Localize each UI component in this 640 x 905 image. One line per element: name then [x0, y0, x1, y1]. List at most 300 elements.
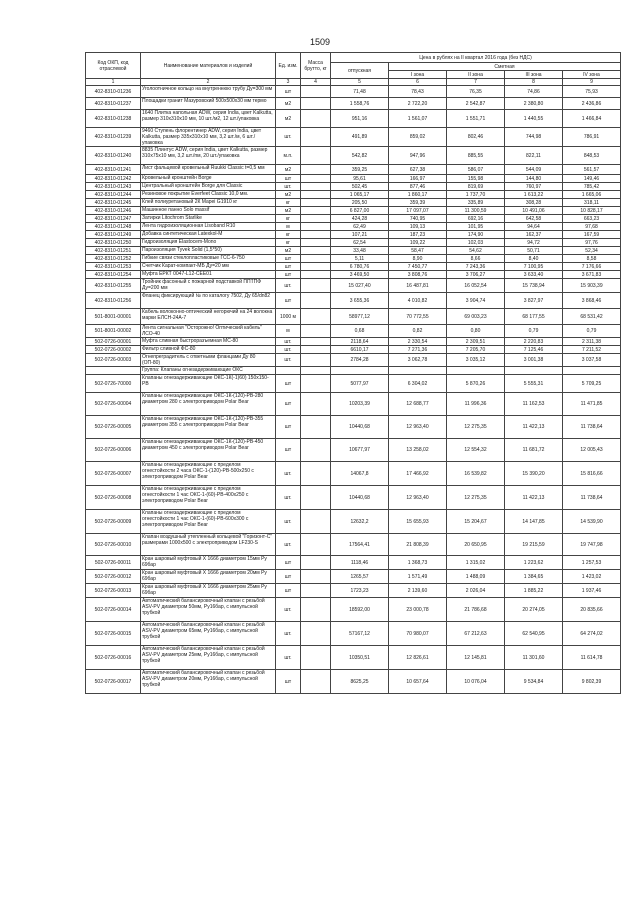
price-zone-3: 15 738,94 — [505, 279, 563, 293]
price-zone-4: 5 709,25 — [563, 375, 621, 393]
price-otpusknaya: 6 827,00 — [331, 207, 389, 215]
price-zone-4: 1 257,53 — [563, 556, 621, 570]
table-row — [86, 239, 621, 247]
item-mass — [301, 570, 331, 584]
item-mass — [301, 367, 331, 375]
column-number: 4 — [301, 79, 331, 86]
price-zone-2: 1 315,02 — [447, 556, 505, 570]
table-row — [86, 215, 621, 223]
price-zone-4: 52,34 — [563, 247, 621, 255]
item-mass — [301, 462, 331, 486]
item-name: Лента сигнальная "Осторожно! Оптический кабель" ЛСО-40 — [141, 325, 276, 338]
item-unit: шт. — [276, 534, 301, 556]
table-row — [86, 556, 621, 570]
price-zone-1: 877,46 — [389, 183, 447, 191]
price-zone-3: 3 001,38 — [505, 354, 563, 367]
item-unit — [276, 367, 301, 375]
item-mass — [301, 271, 331, 279]
header-otpusknaya: отпускная — [331, 63, 389, 79]
table-row — [86, 338, 621, 346]
price-zone-3: 7 125,46 — [505, 346, 563, 354]
item-name: Клапаны огнезадерживающие ОКС-1К(-1)60) 150х150-РВ — [141, 375, 276, 393]
item-name: Клапаны огнезадерживающие с пределом огнестойкости 1 час ОКС-1-(60)-РВ-400х250 с электроприводом Polar Bear — [141, 486, 276, 510]
price-zone-3: 8,40 — [505, 255, 563, 263]
price-otpusknaya: 15 027,40 — [331, 279, 389, 293]
price-zone-1: 187,23 — [389, 231, 447, 239]
column-number: 8 — [505, 79, 563, 86]
price-zone-4 — [563, 367, 621, 375]
item-name: Кровельный кронштейн Borge — [141, 175, 276, 183]
item-unit: м2 — [276, 110, 301, 128]
table-row — [86, 223, 621, 231]
price-zone-1: 12 688,77 — [389, 393, 447, 416]
price-zone-3: 10 491,06 — [505, 207, 563, 215]
column-number: 5 — [331, 79, 389, 86]
price-zone-4: 1 665,06 — [563, 191, 621, 199]
price-zone-1: 4 010,82 — [389, 293, 447, 309]
item-code: 502-0726-00011 — [86, 556, 141, 570]
item-unit: шт — [276, 416, 301, 439]
price-zone-2: 2 542,87 — [447, 98, 505, 110]
price-table — [85, 52, 621, 694]
item-code: 502-0726-00013 — [86, 584, 141, 598]
price-zone-4: 1 423,02 — [563, 570, 621, 584]
column-number: 7 — [447, 79, 505, 86]
table-row — [86, 207, 621, 215]
price-zone-1: 0,82 — [389, 325, 447, 338]
table-row — [86, 462, 621, 486]
price-zone-4: 15 903,39 — [563, 279, 621, 293]
price-otpusknaya: 71,48 — [331, 86, 389, 98]
item-mass — [301, 199, 331, 207]
item-name: Муфта ЕРКТ 0047-L12-CEE01 — [141, 271, 276, 279]
item-mass — [301, 147, 331, 165]
item-mass — [301, 325, 331, 338]
price-zone-4: 848,53 — [563, 147, 621, 165]
price-zone-3: 11 422,13 — [505, 486, 563, 510]
item-code: 402-8310-01243 — [86, 183, 141, 191]
item-code: 502-0726-00015 — [86, 622, 141, 646]
item-unit: шт. — [276, 462, 301, 486]
price-otpusknaya: 12632,2 — [331, 510, 389, 534]
price-otpusknaya: 1 558,76 — [331, 98, 389, 110]
price-otpusknaya: 10203,39 — [331, 393, 389, 416]
price-zone-2: 819,69 — [447, 183, 505, 191]
item-name: Лист фальцевой кровельный Ruukki Classic t=0,5 мм — [141, 165, 276, 175]
price-otpusknaya: 1118,46 — [331, 556, 389, 570]
price-zone-3: 162,37 — [505, 231, 563, 239]
price-zone-4: 3 868,46 — [563, 293, 621, 309]
price-zone-1: 740,95 — [389, 215, 447, 223]
item-name: Огнепреградитель с ответными фланцами Ду 80 (ОП-80) — [141, 354, 276, 367]
price-zone-4: 15 816,66 — [563, 462, 621, 486]
item-mass — [301, 393, 331, 416]
price-zone-3: 5 555,31 — [505, 375, 563, 393]
item-code: 402-8310-01237 — [86, 98, 141, 110]
item-name: Лента гидроизоляционная Lisoband R10 — [141, 223, 276, 231]
item-code: 402-8310-01239 — [86, 128, 141, 147]
table-body — [86, 86, 621, 694]
item-name: Гидроизоляция Elastocem-Mono — [141, 239, 276, 247]
item-mass — [301, 338, 331, 346]
item-unit: кг — [276, 231, 301, 239]
table-row — [86, 255, 621, 263]
price-otpusknaya: 57167,12 — [331, 622, 389, 646]
table-row — [86, 439, 621, 462]
price-zone-1: 12 963,40 — [389, 416, 447, 439]
item-code: 502-0726-00014 — [86, 598, 141, 622]
item-mass — [301, 239, 331, 247]
price-zone-3: 0,79 — [505, 325, 563, 338]
price-zone-4: 11 738,64 — [563, 486, 621, 510]
table-row — [86, 486, 621, 510]
price-zone-3: 822,11 — [505, 147, 563, 165]
price-otpusknaya: 1723,23 — [331, 584, 389, 598]
item-mass — [301, 86, 331, 98]
price-zone-2: 11 300,59 — [447, 207, 505, 215]
price-zone-1: 13 258,02 — [389, 439, 447, 462]
table-row — [86, 191, 621, 199]
price-zone-2: 155,98 — [447, 175, 505, 183]
item-code: 402-8310-01250 — [86, 239, 141, 247]
item-code: 402-8310-01236 — [86, 86, 141, 98]
item-code: 402-8310-01248 — [86, 223, 141, 231]
price-zone-4: 64 274,02 — [563, 622, 621, 646]
item-unit: кг — [276, 215, 301, 223]
price-otpusknaya: 33,48 — [331, 247, 389, 255]
item-name: Машинное панно Solo massif — [141, 207, 276, 215]
item-code: 402-8310-01238 — [86, 110, 141, 128]
price-zone-1: 2 139,60 — [389, 584, 447, 598]
price-zone-2: 21 786,68 — [447, 598, 505, 622]
price-zone-3: 1 613,22 — [505, 191, 563, 199]
price-zone-4: 14 539,90 — [563, 510, 621, 534]
price-zone-1: 1 571,49 — [389, 570, 447, 584]
price-zone-4: 97,76 — [563, 239, 621, 247]
price-zone-3: 2 380,80 — [505, 98, 563, 110]
item-unit: м.п. — [276, 147, 301, 165]
item-mass — [301, 556, 331, 570]
price-zone-2: 3 035,12 — [447, 354, 505, 367]
item-name: Пароизоляция Tyvek Solid (1,5*50) — [141, 247, 276, 255]
price-zone-2: 8,66 — [447, 255, 505, 263]
item-name: Уголоотничное кольцо на внутреннюю трубу Ду=300 мм — [141, 86, 276, 98]
price-zone-2: 15 204,67 — [447, 510, 505, 534]
header-code: Код ОКП, код отраслевой — [86, 53, 141, 79]
price-zone-1: 7 271,36 — [389, 346, 447, 354]
price-zone-1: 23 000,78 — [389, 598, 447, 622]
price-otpusknaya: 6610,17 — [331, 346, 389, 354]
price-otpusknaya: 6 780,76 — [331, 263, 389, 271]
price-zone-3: 3 827,97 — [505, 293, 563, 309]
table-row — [86, 309, 621, 325]
price-zone-1: 70 772,55 — [389, 309, 447, 325]
price-zone-4: 68 531,42 — [563, 309, 621, 325]
table-row — [86, 147, 621, 165]
item-unit: шт. — [276, 486, 301, 510]
item-code: 501-8001-00002 — [86, 325, 141, 338]
price-zone-4: 19 747,98 — [563, 534, 621, 556]
price-zone-1: 109,13 — [389, 223, 447, 231]
item-code: 402-8310-01242 — [86, 175, 141, 183]
item-mass — [301, 584, 331, 598]
price-zone-4: 9 802,39 — [563, 670, 621, 694]
item-mass — [301, 165, 331, 175]
price-zone-1: 78,43 — [389, 86, 447, 98]
item-mass — [301, 670, 331, 694]
table-row — [86, 346, 621, 354]
price-zone-3 — [505, 367, 563, 375]
price-otpusknaya: 14067,8 — [331, 462, 389, 486]
price-zone-3: 544,09 — [505, 165, 563, 175]
price-zone-2: 69 003,23 — [447, 309, 505, 325]
price-zone-2: 16 539,82 — [447, 462, 505, 486]
item-code: 502-0726-00003 — [86, 354, 141, 367]
price-zone-3: 94,64 — [505, 223, 563, 231]
price-otpusknaya: 10440,68 — [331, 416, 389, 439]
header-zone-4: IV зона — [563, 71, 621, 79]
header-name: Наименование материалов и изделий — [141, 53, 276, 79]
item-mass — [301, 534, 331, 556]
header-zone-2: II зона — [447, 71, 505, 79]
table-row — [86, 98, 621, 110]
table-row — [86, 165, 621, 175]
price-zone-1: 3 808,76 — [389, 271, 447, 279]
item-name: Клапаны огнезадерживающие с пределом огнестойкости 2 часа ОКС-1-(120)-РВ-500х250 с электроприводом Polar Bear — [141, 462, 276, 486]
price-zone-2: 20 650,95 — [447, 534, 505, 556]
item-name: Кран шаровый муфтовый X 1666 диаметром 15мм Ру 69бар — [141, 556, 276, 570]
table-row — [86, 393, 621, 416]
price-otpusknaya: 10677,97 — [331, 439, 389, 462]
item-code: 502-0726-00001 — [86, 338, 141, 346]
price-zone-1: 6 304,02 — [389, 375, 447, 393]
column-numbers-row — [86, 79, 621, 86]
price-zone-3: 1 223,62 — [505, 556, 563, 570]
column-number: 1 — [86, 79, 141, 86]
item-mass — [301, 598, 331, 622]
item-name: Добавка синтетическая Latexkol-M — [141, 231, 276, 239]
price-otpusknaya: 3 469,50 — [331, 271, 389, 279]
item-mass — [301, 510, 331, 534]
item-code: 402-8310-01252 — [86, 255, 141, 263]
price-zone-1: 8,90 — [389, 255, 447, 263]
item-name: Затирки Litochrom Starlike — [141, 215, 276, 223]
page-number: 1509 — [309, 37, 331, 47]
item-name: Резиновое покрытие Everfeet Classic 10,0 мм. — [141, 191, 276, 199]
price-zone-2: 3 904,74 — [447, 293, 505, 309]
item-unit: кг — [276, 239, 301, 247]
price-zone-4: 75,93 — [563, 86, 621, 98]
item-code: 402-8310-01254 — [86, 271, 141, 279]
price-zone-3: 1 384,65 — [505, 570, 563, 584]
item-name: Кран шаровый муфтовый X 1666 диаметром 25мм Ру 69бар — [141, 584, 276, 598]
table-row — [86, 263, 621, 271]
table-row — [86, 199, 621, 207]
price-zone-3: 11 681,72 — [505, 439, 563, 462]
price-otpusknaya: 5077,97 — [331, 375, 389, 393]
item-name: Группа: Клапаны огнезадерживающие ОКС — [141, 367, 276, 375]
column-number: 3 — [276, 79, 301, 86]
price-zone-2: 12 145,81 — [447, 646, 505, 670]
price-otpusknaya: 5,11 — [331, 255, 389, 263]
item-name: 9460 Ступень флорентинер ADW, серия India, цвет Kalkutta, размер 335х310х10 мм, 3,2 шт./м, 6 шт./упаковка — [141, 128, 276, 147]
price-zone-2: 16 052,54 — [447, 279, 505, 293]
price-zone-4: 786,91 — [563, 128, 621, 147]
item-unit: шт. — [276, 354, 301, 367]
item-unit: шт — [276, 175, 301, 183]
price-zone-2: 12 554,32 — [447, 439, 505, 462]
price-otpusknaya: 2118,64 — [331, 338, 389, 346]
price-zone-2: 101,95 — [447, 223, 505, 231]
column-number: 6 — [389, 79, 447, 86]
item-code: 402-8310-01247 — [86, 215, 141, 223]
item-mass — [301, 247, 331, 255]
price-zone-4: 11 471,85 — [563, 393, 621, 416]
item-code: 402-8310-01244 — [86, 191, 141, 199]
price-zone-2: 2 026,04 — [447, 584, 505, 598]
price-zone-3: 11 301,60 — [505, 646, 563, 670]
price-zone-3: 94,72 — [505, 239, 563, 247]
price-zone-4: 11 614,78 — [563, 646, 621, 670]
table-row — [86, 622, 621, 646]
price-zone-3: 15 390,20 — [505, 462, 563, 486]
price-zone-3: 1 440,55 — [505, 110, 563, 128]
table-row — [86, 86, 621, 98]
price-zone-1: 859,02 — [389, 128, 447, 147]
table-row — [86, 247, 621, 255]
column-number: 2 — [141, 79, 276, 86]
item-name: 1640 Плитка напольная ADW, серия India, цвет Kalkutta, размер 310х310х10 мм, 10 шт./м2, 12 шт./упаковка — [141, 110, 276, 128]
item-code: 402-8310-01253 — [86, 263, 141, 271]
table-row — [86, 231, 621, 239]
item-mass — [301, 128, 331, 147]
item-name: Площадки гранит Мазуровский 500х500х30 мм термо — [141, 98, 276, 110]
item-unit: шт — [276, 670, 301, 694]
item-name: Кабель волоконно-оптический негорючий на 24 волокна марки ЕЛСН-24А-7 — [141, 309, 276, 325]
price-zone-3: 3 633,40 — [505, 271, 563, 279]
header-zone-3: III зона — [505, 71, 563, 79]
price-zone-4: 2 436,86 — [563, 98, 621, 110]
item-mass — [301, 486, 331, 510]
price-zone-3: 11 162,53 — [505, 393, 563, 416]
item-unit: шт. — [276, 346, 301, 354]
price-zone-4: 167,59 — [563, 231, 621, 239]
item-code: 402-8310-01245 — [86, 199, 141, 207]
item-mass — [301, 98, 331, 110]
item-unit: шт — [276, 293, 301, 309]
item-code — [86, 367, 141, 375]
price-zone-1: 15 655,93 — [389, 510, 447, 534]
price-zone-2: 54,62 — [447, 247, 505, 255]
price-zone-1: 17 097,07 — [389, 207, 447, 215]
item-mass — [301, 346, 331, 354]
price-zone-1: 1 368,73 — [389, 556, 447, 570]
item-unit: шт — [276, 271, 301, 279]
item-code: 502-0726-00005 — [86, 416, 141, 439]
item-unit: м2 — [276, 247, 301, 255]
table-row — [86, 293, 621, 309]
item-mass — [301, 293, 331, 309]
price-zone-2: 885,55 — [447, 147, 505, 165]
price-zone-4: 20 835,66 — [563, 598, 621, 622]
item-unit: шт — [276, 255, 301, 263]
item-unit: шт — [276, 375, 301, 393]
item-code: 402-8310-01255 — [86, 279, 141, 293]
item-name: Автоматический балансировочный клапан с резьбой ASV-PV диаметром 65мм, Ру16бар, с импульсной трубкой — [141, 622, 276, 646]
price-zone-4: 0,79 — [563, 325, 621, 338]
price-zone-3: 7 100,95 — [505, 263, 563, 271]
item-code: 402-8310-01241 — [86, 165, 141, 175]
price-zone-4: 1 937,46 — [563, 584, 621, 598]
price-zone-1: 1 561,07 — [389, 110, 447, 128]
item-code: 502-0726-70000 — [86, 375, 141, 393]
price-zone-3: 14 147,85 — [505, 510, 563, 534]
price-zone-1: 12 963,40 — [389, 486, 447, 510]
item-unit: шт — [276, 439, 301, 462]
price-zone-2: 11 996,36 — [447, 393, 505, 416]
item-unit: шт — [276, 263, 301, 271]
price-otpusknaya: 491,89 — [331, 128, 389, 147]
item-unit: шт. — [276, 646, 301, 670]
price-zone-2: 12 275,35 — [447, 416, 505, 439]
price-zone-4: 3 037,58 — [563, 354, 621, 367]
item-name: 8835 Плинтус ADW, серия India, цвет Kalkutta, размер 310х75х10 мм, 3,2 шт./пм, 20 шт./упаковка — [141, 147, 276, 165]
table-row — [86, 367, 621, 375]
item-mass — [301, 223, 331, 231]
item-unit: м2 — [276, 191, 301, 199]
price-zone-1: 2 330,54 — [389, 338, 447, 346]
price-zone-2: 1 737,70 — [447, 191, 505, 199]
header-smetnaya: Сметная — [389, 63, 621, 71]
item-mass — [301, 183, 331, 191]
price-zone-1 — [389, 367, 447, 375]
item-code: 402-8310-01240 — [86, 147, 141, 165]
price-otpusknaya: 10350,51 — [331, 646, 389, 670]
table-row — [86, 375, 621, 393]
item-unit: шт — [276, 86, 301, 98]
item-code: 402-8310-01251 — [86, 247, 141, 255]
price-zone-2: 12 275,35 — [447, 486, 505, 510]
price-zone-4: 663,23 — [563, 215, 621, 223]
item-name: Клапаны огнезадерживающие с пределом огнестойкости 1 час ОКС-1-(60)-РВ-600х300 с электроприводом Polar Bear — [141, 510, 276, 534]
price-zone-1: 109,22 — [389, 239, 447, 247]
item-name: Клапан воздушный утепленный кольцевой "Горизонт-С" размерами 1000х500 с электроприводом LF230-S — [141, 534, 276, 556]
item-mass — [301, 175, 331, 183]
price-zone-1: 12 826,61 — [389, 646, 447, 670]
price-otpusknaya: 18592,00 — [331, 598, 389, 622]
price-zone-2 — [447, 367, 505, 375]
price-zone-3: 2 220,83 — [505, 338, 563, 346]
table-row — [86, 325, 621, 338]
price-zone-4: 2 311,38 — [563, 338, 621, 346]
price-zone-1: 2 722,20 — [389, 98, 447, 110]
price-zone-1: 70 980,07 — [389, 622, 447, 646]
item-mass — [301, 646, 331, 670]
price-zone-3: 62 540,95 — [505, 622, 563, 646]
item-unit: шт — [276, 556, 301, 570]
item-mass — [301, 279, 331, 293]
item-name: Кран шаровый муфтовый X 1666 диаметром 20мм Ру 69бар — [141, 570, 276, 584]
price-zone-2: 0,80 — [447, 325, 505, 338]
price-zone-3: 11 422,13 — [505, 416, 563, 439]
table-row — [86, 570, 621, 584]
item-mass — [301, 309, 331, 325]
price-otpusknaya: 17564,41 — [331, 534, 389, 556]
price-otpusknaya: 424,28 — [331, 215, 389, 223]
header-zone-1: I зона — [389, 71, 447, 79]
price-zone-1: 16 487,81 — [389, 279, 447, 293]
price-otpusknaya: 1265,57 — [331, 570, 389, 584]
